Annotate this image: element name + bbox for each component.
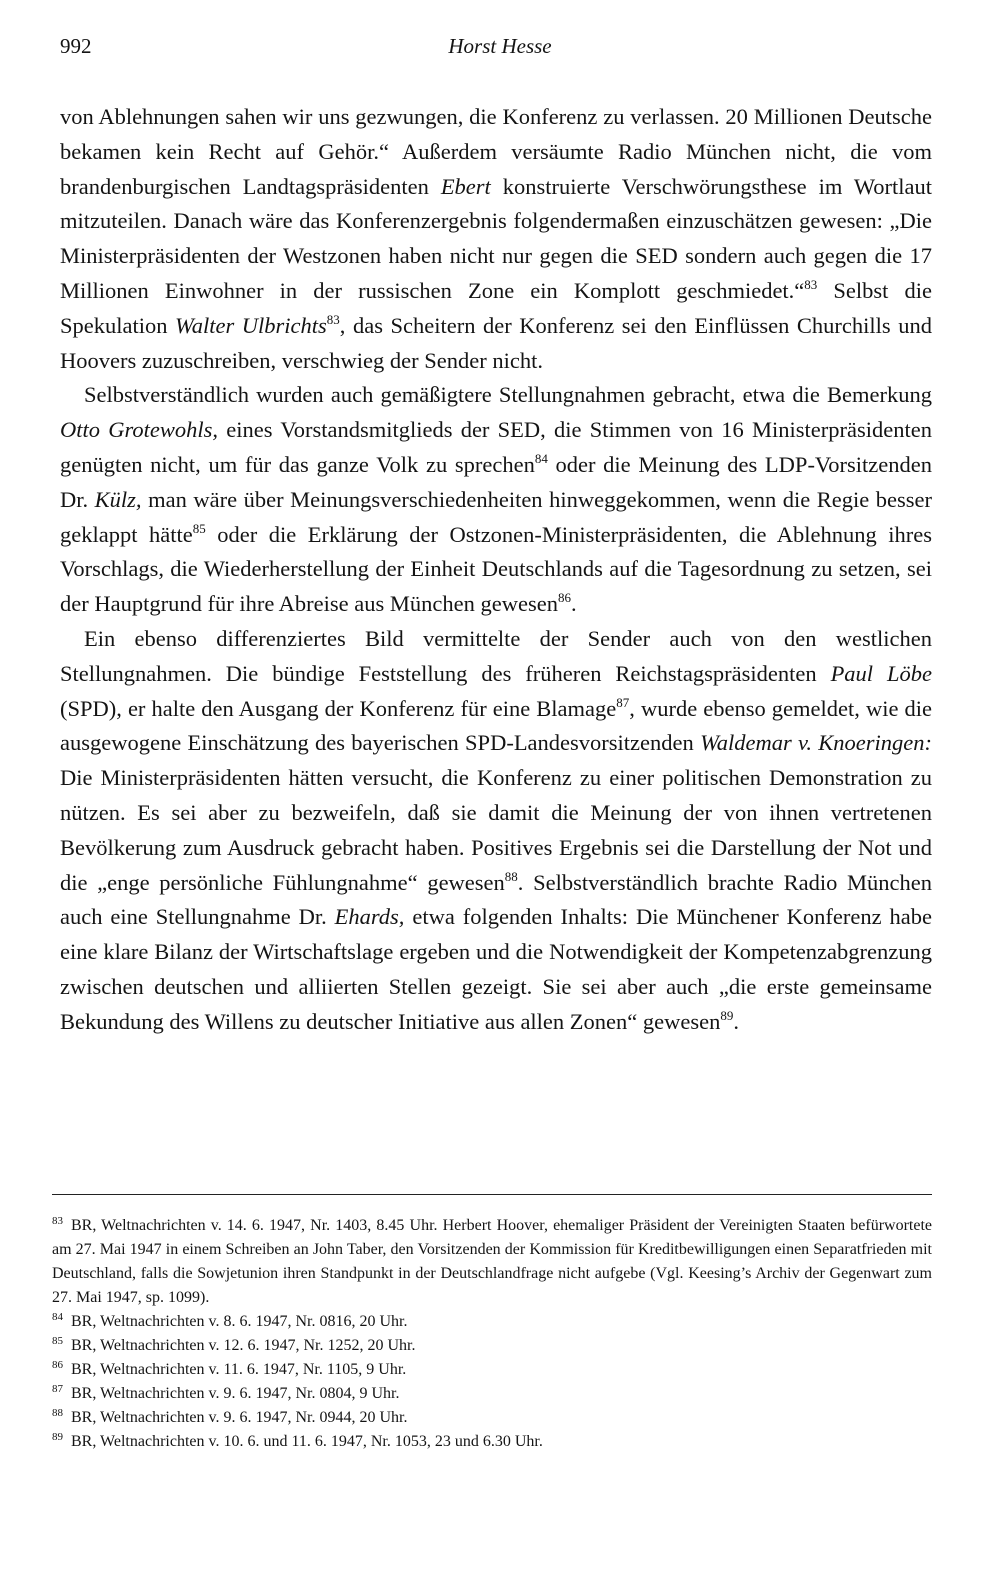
text-run: (SPD), er halte den Ausgang der Konferenz für eine Blamage — [60, 695, 617, 721]
text-run: man wäre über Meinungsverschiedenheiten hinweggekommen, wenn die Regie besser geklappt hätte — [60, 486, 933, 547]
footnote-number: 84 — [52, 1311, 63, 1323]
footnote-88 — [52, 1406, 932, 1430]
page-number: 992 — [60, 34, 92, 58]
text-run: Die Ministerpräsidenten hätten versucht, die Konferenz zu einer politischen Demonstration zu nützen. Es sei aber zu bezweifeln, daß sie damit die Meinung der von ihnen vertretenen Bevölkerung zum Ausdruck gebracht haben. Positives Ergebnis sei die Darstellung der Not und die „enge persönliche Fühlungnahme“ gewesen — [60, 765, 932, 895]
italic-name: Külz, — [94, 486, 142, 512]
italic-name: Otto Grotewohls, — [60, 417, 219, 443]
text-run: konstruierte Verschwörungsthese im Wortlaut mitzuteilen. Danach wäre das Konferenzergebnis folgendermaßen einzuschätzen gewesen: „Die Ministerpräsidenten der Westzonen haben nicht nur gegen die SED sondern auch gegen die 17 Millionen Einwohner in der russischen Zone ein Komplott geschmiedet.“ — [60, 173, 933, 303]
footnote-text: BR, Weltnachrichten v. 8. 6. 1947, Nr. 0816, 20 Uhr. — [71, 1313, 408, 1330]
text-run: eines Vorstandsmitglieds der SED, die Stimmen von 16 Ministerpräsidenten genügten nicht, um für das ganze Volk zu sprechen — [60, 417, 932, 477]
text-run: Ein ebenso differenziertes Bild vermittelte der Sender auch von den westlichen Stellungnahmen. Die bündige Feststellung des früheren Reichstagspräsidenten — [60, 625, 932, 686]
footnote-number: 88 — [52, 1407, 63, 1419]
text-run: oder die Meinung des LDP-Vorsitzenden Dr. — [60, 451, 932, 512]
text-run: . — [570, 591, 577, 617]
main-text — [60, 100, 932, 1040]
footnote-ref[interactable]: 89 — [720, 1007, 734, 1023]
paragraph-2 — [60, 378, 932, 622]
footnote-ref[interactable]: 83 — [326, 311, 340, 327]
italic-name: Ebert — [440, 173, 491, 199]
footnote-ref[interactable]: 88 — [504, 868, 518, 884]
footnote-86 — [52, 1358, 932, 1382]
italic-name: Paul Löbe — [830, 660, 932, 686]
footnote-number: 87 — [52, 1383, 63, 1395]
text-run: . — [733, 1008, 739, 1034]
footnote-text: BR, Weltnachrichten v. 10. 6. und 11. 6. 1947, Nr. 1053, 23 und 6.30 Uhr. — [71, 1433, 543, 1450]
footnote-text: BR, Weltnachrichten v. 14. 6. 1947, Nr. 1403, 8.45 Uhr. Herbert Hoover, ehemaliger Präsident der Vereinigten Staaten befürwortete am 27. Mai 1947 in einem Schreiben an John Taber, den Vorsitzenden der Kommission für Kreditbewilligungen einen Separatfrieden mit Deutschland, falls die Sowjetunion ihren Standpunkt in der Deutschlandfrage nicht aufgebe (Vgl. Keesing’s Archiv der Gegenwart zum 27. Mai 1947, sp. 1099). — [52, 1217, 932, 1306]
paragraph-3 — [60, 622, 932, 1040]
text-run: oder die Erklärung der Ostzonen-Ministerpräsidenten, die Ablehnung ihres Vorschlags, die Wiederherstellung der Einheit Deutschlands auf die Tagesordnung zu setzen, sei der Hauptgrund für ihre Abreise aus München gewesen — [60, 521, 933, 617]
footnote-ref[interactable]: 87 — [616, 694, 630, 710]
footnote-87 — [52, 1382, 932, 1406]
footnote-number: 83 — [52, 1215, 63, 1227]
text-run: Selbst die Spekulation — [60, 277, 932, 338]
text-run: Selbstverständlich wurden auch gemäßigtere Stellungnahmen gebracht, etwa die Bemerkung — [84, 382, 932, 408]
running-head: Horst Hesse — [448, 34, 552, 58]
text-run: , das Scheitern der Konferenz sei den Einflüssen Churchills und Hoovers zuzuschreiben, verschwieg der Sender nicht. — [60, 312, 932, 373]
footnote-85 — [52, 1334, 932, 1358]
footnote-divider — [52, 1194, 932, 1195]
italic-name: Waldemar v. Knoeringen: — [700, 730, 933, 756]
footnote-text: BR, Weltnachrichten v. 9. 6. 1947, Nr. 0944, 20 Uhr. — [71, 1409, 408, 1426]
footnote-ref[interactable]: 84 — [534, 450, 548, 466]
footnote-ref[interactable]: 86 — [557, 590, 571, 606]
footnote-text: BR, Weltnachrichten v. 9. 6. 1947, Nr. 0804, 9 Uhr. — [71, 1385, 400, 1402]
text-run: , wurde ebenso gemeldet, wie die ausgewogene Einschätzung des bayerischen SPD-Landesvorsitzenden — [60, 695, 932, 756]
footnote-text: BR, Weltnachrichten v. 11. 6. 1947, Nr. 1105, 9 Uhr. — [71, 1361, 407, 1378]
text-run: . Selbstverständlich brachte Radio München auch eine Stellungnahme Dr. — [60, 869, 932, 930]
footnote-text: BR, Weltnachrichten v. 12. 6. 1947, Nr. 1252, 20 Uhr. — [71, 1337, 416, 1354]
footnotes — [52, 1214, 932, 1454]
text-run: etwa folgenden Inhalts: Die Münchener Konferenz habe eine klare Bilanz der Wirtschaftslage ergeben und die Notwendigkeit der Kompetenzabgrenzung zwischen deutschen und alliierten Stellen gezeigt. Sie sei aber auch „die erste gemeinsame Bekundung des Willens zu deutscher Initiative aus allen Zonen“ gewesen — [60, 904, 932, 1034]
footnote-89 — [52, 1430, 932, 1454]
footnote-ref[interactable]: 85 — [192, 520, 206, 536]
footnote-number: 86 — [52, 1359, 63, 1371]
footnote-84 — [52, 1310, 932, 1334]
italic-name: Walter Ulbrichts — [175, 312, 327, 338]
footnote-83 — [52, 1214, 932, 1310]
footnote-number: 85 — [52, 1335, 63, 1347]
text-run: von Ablehnungen sahen wir uns gezwungen, die Konferenz zu verlassen. 20 Millionen Deutsche bekamen kein Recht auf Gehör.“ Außerdem versäumte Radio München nicht, die vom brandenburgischen Landtagspräsidenten — [60, 104, 932, 199]
paragraph-1 — [60, 100, 932, 378]
footnote-number: 89 — [52, 1431, 63, 1443]
footnote-ref[interactable]: 83 — [804, 276, 818, 292]
italic-name: Ehards, — [334, 904, 405, 930]
